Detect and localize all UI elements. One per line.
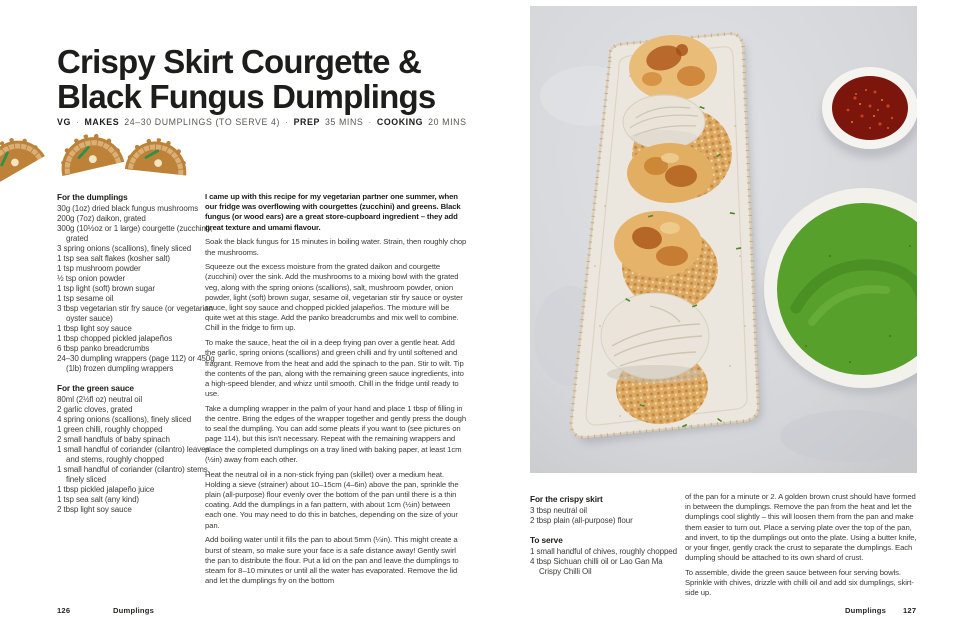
ingredient-item: 80ml (2½fl oz) neutral oil xyxy=(57,395,142,404)
ingredients-list-dumplings xyxy=(57,204,215,374)
recipe-intro: I came up with this recipe for my vegetarian partner one summer, when our fridge was overflowing with courgettes (zucchini) and greens. Black fungus (or wood ears) are a great store-cupboard ingredient – they add great texture and umami flavour. xyxy=(205,192,461,232)
ingredient-item: 1 small handful of chives, roughly chopped xyxy=(530,547,678,556)
ingredients-column-right xyxy=(530,494,680,586)
ingredients-list-green-sauce xyxy=(57,395,215,515)
ingredients-heading-dumplings: For the dumplings xyxy=(57,192,128,202)
crispy-dumpling xyxy=(627,143,713,203)
ingredient-item: 3 spring onions (scallions), finely sliced xyxy=(57,244,192,253)
method-paragraph: of the pan for a minute or 2. A golden brown crust should have formed in between the dumplings. Remove the pan from the heat and let the dumplings cool slightly – this will loosen them from the pan and make them easier to turn out. Place a serving plate over the top of the pan, and invert, to tip the dumplings out onto the plate. Using a butter knife, or your finger, gently crack the crust to separate the dumplings. Each dumpling should be attached to its own shard of crust. xyxy=(685,492,917,563)
ingredient-item: ½ tsp onion powder xyxy=(57,274,126,283)
ingredient-item: 6 tbsp panko breadcrumbs xyxy=(57,344,150,353)
ingredient-item: 3 tbsp neutral oil xyxy=(530,506,587,515)
chilli-oil-bowl xyxy=(821,67,917,158)
ingredient-item: 1 tbsp light soy sauce xyxy=(57,324,132,333)
ingredient-item: 1 small handful of coriander (cilantro) leaves and stems, roughly chopped xyxy=(57,445,210,464)
section-label-right: Dumplings xyxy=(845,606,887,615)
ingredient-item: 1 small handful of coriander (cilantro) stems, finely sliced xyxy=(57,465,210,484)
meta-separator: · xyxy=(368,117,372,127)
ingredients-list-to-serve xyxy=(530,547,680,577)
ingredient-item: 4 spring onions (scallions), finely sliced xyxy=(57,415,192,424)
pleated-dumpling xyxy=(623,95,705,149)
ingredient-item: 1 green chilli, roughly chopped xyxy=(57,425,163,434)
makes-label: MAKES xyxy=(84,117,120,127)
dumpling-illustration-icon xyxy=(52,127,127,182)
ingredients-heading-to-serve: To serve xyxy=(530,535,563,545)
dumplings-photo xyxy=(530,6,917,473)
ingredient-item: 2 small handfuls of baby spinach xyxy=(57,435,170,444)
method-paragraph: To make the sauce, heat the oil in a deep frying pan over a gentle heat. Add the garlic, spring onions (scallions) and green chilli and fry until softened and fragrant. Remove from the heat and add the spinach to the pan. Stir to wilt. Tip the contents of the pan, along with the remaining green sauce ingredients, into a high-speed blender, and whizz until smooth. Chill in the fridge until ready to use. xyxy=(205,338,464,399)
makes-value: 24–30 DUMPLINGS (TO SERVE 4) xyxy=(124,117,281,127)
crispy-dumpling xyxy=(614,211,702,277)
meta-separator: · xyxy=(75,117,80,127)
method-paragraph: To assemble, divide the green sauce between four serving bowls. Sprinkle with chives, drizzle with chilli oil and add six dumplings, skirt-side up. xyxy=(685,567,914,598)
dumpling-illustration-icon xyxy=(122,135,192,182)
ingredient-item: 2 garlic cloves, grated xyxy=(57,405,133,414)
method-column-left xyxy=(205,192,467,591)
ingredient-item: 300g (10½oz or 1 large) courgette (zucchini), grated xyxy=(57,224,213,243)
method-paragraph: Soak the black fungus for 15 minutes in boiling water. Strain, then roughly chop the mushrooms. xyxy=(205,237,467,257)
ingredients-column xyxy=(57,192,215,524)
ingredient-item: 24–30 dumpling wrappers (page 112) or 450g (1lb) frozen dumpling wrappers xyxy=(57,354,215,373)
ingredient-item: 1 tsp sesame oil xyxy=(57,294,114,303)
dumpling-illustration-icon xyxy=(0,125,50,193)
recipe-title xyxy=(57,44,477,114)
prep-value: 35 MINS xyxy=(324,117,364,127)
crispy-dumpling xyxy=(629,35,717,101)
ingredient-item: 1 tsp sea salt flakes (kosher salt) xyxy=(57,254,170,263)
method-paragraph: Heat the neutral oil in a non-stick frying pan (skillet) over a medium heat. Holding a sieve (strainer) about 10–15cm (4–6in) above the pan, sprinkle the plain (all-purpose) flour evenly over the bottom of the pan until there is a thin coating. Add the dumplings in a fan pattern, with about 1cm (½in) between each one. You may need to do this in batches, depending on the size of your pan. xyxy=(205,469,459,530)
ingredients-heading-crispy-skirt: For the crispy skirt xyxy=(530,494,603,504)
cooking-value: 20 MINS xyxy=(428,117,467,127)
cooking-label: COOKING xyxy=(376,117,424,127)
ingredient-item: 1 tsp mushroom powder xyxy=(57,264,141,273)
page-number-right: 127 xyxy=(903,606,917,615)
ingredient-item: 30g (1oz) dried black fungus mushrooms xyxy=(57,204,199,213)
ingredient-item: 3 tbsp vegetarian stir fry sauce (or vegetarian oyster sauce) xyxy=(57,304,213,323)
prep-label: PREP xyxy=(293,117,320,127)
method-column-right xyxy=(685,492,919,603)
ingredient-item: 200g (7oz) daikon, grated xyxy=(57,214,146,223)
ingredient-item: 1 tbsp chopped pickled jalapeños xyxy=(57,334,173,343)
recipe-title-line-2: Black Fungus Dumplings xyxy=(57,78,436,115)
ingredient-item: 1 tbsp pickled jalapeño juice xyxy=(57,485,155,494)
recipe-meta xyxy=(57,117,477,127)
ingredient-item: 2 tbsp light soy sauce xyxy=(57,505,132,514)
recipe-title-line-1: Crispy Skirt Courgette & xyxy=(57,43,422,80)
ingredients-heading-green-sauce: For the green sauce xyxy=(57,383,134,393)
meta-separator: · xyxy=(285,117,289,127)
section-label-left: Dumplings xyxy=(113,606,155,615)
ingredients-list-crispy-skirt xyxy=(530,506,680,526)
ingredient-item: 4 tbsp Sichuan chilli oil or Lao Gan Ma Crispy Chilli Oil xyxy=(530,557,663,576)
ingredient-item: 1 tsp sea salt (any kind) xyxy=(57,495,139,504)
page-number-left: 126 xyxy=(57,606,71,615)
method-paragraph: Squeeze out the excess moisture from the grated daikon and courgette (zucchini) over the sink. Add the mushrooms to a mixing bowl with the grated veg, along with the spring onions (scallions), salt, mushroom powder, onion powder, light (soft) brown sugar, sesame oil, vegetarian stir fry sauce or oyster sauce, light soy sauce and chopped pickled jalapeños. The mixture will be quite wet at this stage. Add the panko breadcrumbs and mix well to combine. Chill in the fridge to firm up. xyxy=(205,262,463,333)
method-paragraph: Take a dumpling wrapper in the palm of your hand and place 1 tbsp of filling in the centre. Bring the edges of the wrapper together and gently press the dough to seal the dumpling. You can add some pleats if you want to (see pictures on page 114), but this isn't necessary. Repeat with the remaining wrappers and place the completed dumplings on a tray lined with baking paper, at least 1cm (½in) away from each other. xyxy=(205,403,467,464)
method-paragraphs-left xyxy=(205,237,467,586)
ingredient-item: 1 tsp light (soft) brown sugar xyxy=(57,284,155,293)
ingredient-item: 2 tbsp plain (all-purpose) flour xyxy=(530,516,633,525)
method-paragraphs-right xyxy=(685,492,919,599)
method-paragraph: Add boiling water until it fills the pan to about 5mm (¼in). This might create a burst of steam, so make sure your face is a safe distance away! Gently swirl the pan to distribute the flour. Put a lid on the pan and leave the dumplings to steam for 8–10 minutes or until all the water has evaporated. Remove the lid and let the dumplings fry on the bottom xyxy=(205,535,459,586)
diet-badge: VG xyxy=(57,117,71,127)
